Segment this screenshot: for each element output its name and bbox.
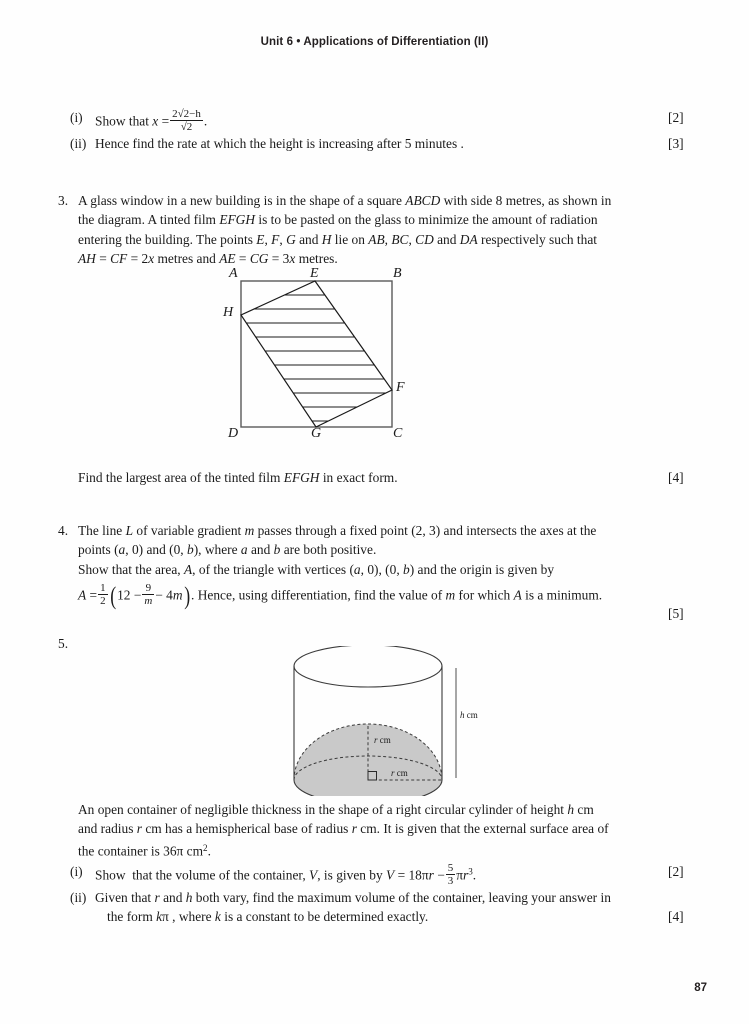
question-5-coefficient-fraction (446, 862, 455, 888)
q2-part-ii-label: (ii) (70, 136, 87, 151)
question-3-line-4: AH = CF = 2x metres and AE = CG = 3x metres. (78, 251, 338, 267)
question-5-part-ii-marks: [4] (668, 909, 684, 924)
page-number: 87 (694, 982, 707, 994)
question-5-line-2: and radius r cm has a hemispherical base of radius r cm. It is given that the external surface area of (78, 821, 609, 837)
cylinder-hemisphere-svg (278, 646, 493, 796)
question-4-half-numerator: 1 (100, 582, 106, 594)
question-4-formula-A: A (78, 587, 87, 603)
q2-part-i-label: (i) (70, 110, 83, 125)
question-5-diagram (278, 646, 493, 796)
question-4-line-1: The line L of variable gradient m passes through a fixed point (2, 3) and intersects the axes at the (78, 523, 597, 538)
radius-vertical-label: r cm (374, 735, 391, 745)
question-3-number: 3. (58, 193, 69, 208)
running-head: Unit 6 • Applications of Differentiation (II) (260, 36, 489, 48)
radius-horizontal-label: r cm (391, 768, 408, 778)
q2-part-i-equals: = (161, 113, 170, 129)
question-3-line-3: entering the building. The points E, F, G and H lie on AB, BC, CD and DA respectively such that (78, 231, 598, 247)
question-4-body (78, 521, 703, 579)
vertex-label-G: G (311, 426, 322, 441)
vertex-label-C: C (393, 426, 403, 441)
tint-hatching (225, 295, 415, 421)
question-4-line-2: points (a, 0) and (0, b), where a and b are both positive. (78, 542, 377, 558)
q2-part-ii-text: Hence find the rate at which the height is increasing after 5 minutes . (95, 136, 464, 151)
square-abcd (241, 281, 392, 427)
cylinder-top-rim (294, 646, 442, 687)
q2-part-i-marks: [2] (668, 110, 684, 125)
q2-part-i-fraction (170, 108, 203, 134)
question-3-diagram (215, 268, 430, 448)
question-5-volume-exponent: 3 (468, 866, 473, 877)
question-5-coefficient-numerator: 5 (447, 862, 454, 874)
q2-part-i-prefix: Show that (95, 113, 149, 129)
question-3-line-1: A glass window in a new building is in the shape of a square ABCD with side 8 metres, as shown in (78, 193, 612, 208)
question-5-number: 5. (58, 636, 69, 651)
question-3-tail: Find the largest area of the tinted film EFGH in exact form. (78, 470, 398, 485)
q2-part-i-denominator: √2 (170, 120, 203, 133)
square-window-svg (215, 268, 430, 448)
height-label: h cm (460, 710, 478, 720)
question-5-body (78, 800, 708, 861)
q2-part-ii-marks: [3] (668, 136, 684, 151)
question-5-part-ii-text (95, 888, 705, 927)
question-4-line-3: Show that the area, A, of the triangle with vertices (a, 0), (0, b) and the origin is given by (78, 561, 555, 577)
question-5-line-3: the container is 36π $cm^2$. (78, 842, 211, 859)
question-3-body (78, 191, 700, 269)
question-5-part-i-text: Show that the volume of the container, V, is given by V = 18πr − $\frac{5}{3}$ $\pi r^3$. (95, 862, 477, 888)
question-4-formula-line: A = $\frac{1}{2}$ (12 − $\frac{9}{m}$ − 4m). Hence, using differentiation, find the value of m for which A is a minimum. (78, 580, 603, 610)
question-3-line-2: the diagram. A tinted film EFGH is to be pasted on the glass to minimize the amount of radiation (78, 212, 598, 228)
question-5-part-ii-label: (ii) (70, 890, 87, 905)
question-4-inner-fraction (142, 582, 154, 608)
question-5-line-1: An open container of negligible thickness in the shape of a right circular cylinder of height h cm (78, 802, 594, 817)
question-4-number: 4. (58, 523, 69, 538)
question-4-marks: [5] (668, 606, 684, 621)
q2-part-i-numerator: 2√2−h (172, 108, 201, 120)
question-4-inner-numerator: 9 (145, 582, 152, 594)
question-4-half-fraction (98, 582, 107, 608)
vertex-label-H: H (223, 305, 234, 320)
question-5-area-exponent: 2 (203, 842, 208, 853)
question-5-coefficient-denominator: 3 (447, 875, 454, 888)
vertex-label-D: D (228, 426, 239, 441)
question-5-part-i-label: (i) (70, 864, 83, 879)
question-5-part-i-marks: [2] (668, 864, 684, 879)
q2-part-i-variable: x (152, 113, 159, 129)
question-4-half-denominator: 2 (100, 595, 106, 608)
question-5-part-ii-line-1: Given that r and h both vary, find the maximum volume of the container, leaving your answer in (95, 890, 611, 905)
q2-part-i-period: . (203, 113, 208, 129)
q2-part-i-text (95, 108, 207, 134)
vertex-label-F: F (396, 380, 405, 395)
vertex-label-A: A (229, 266, 238, 281)
vertex-label-B: B (393, 266, 402, 281)
parallelogram-efgh (241, 281, 392, 427)
vertex-label-E: E (310, 266, 319, 281)
question-5-part-ii-line-2: the form kπ , where k is a constant to be determined exactly. (107, 909, 429, 925)
question-3-tail-marks: [4] (668, 470, 684, 485)
question-4-inner-denominator: m (144, 595, 153, 608)
